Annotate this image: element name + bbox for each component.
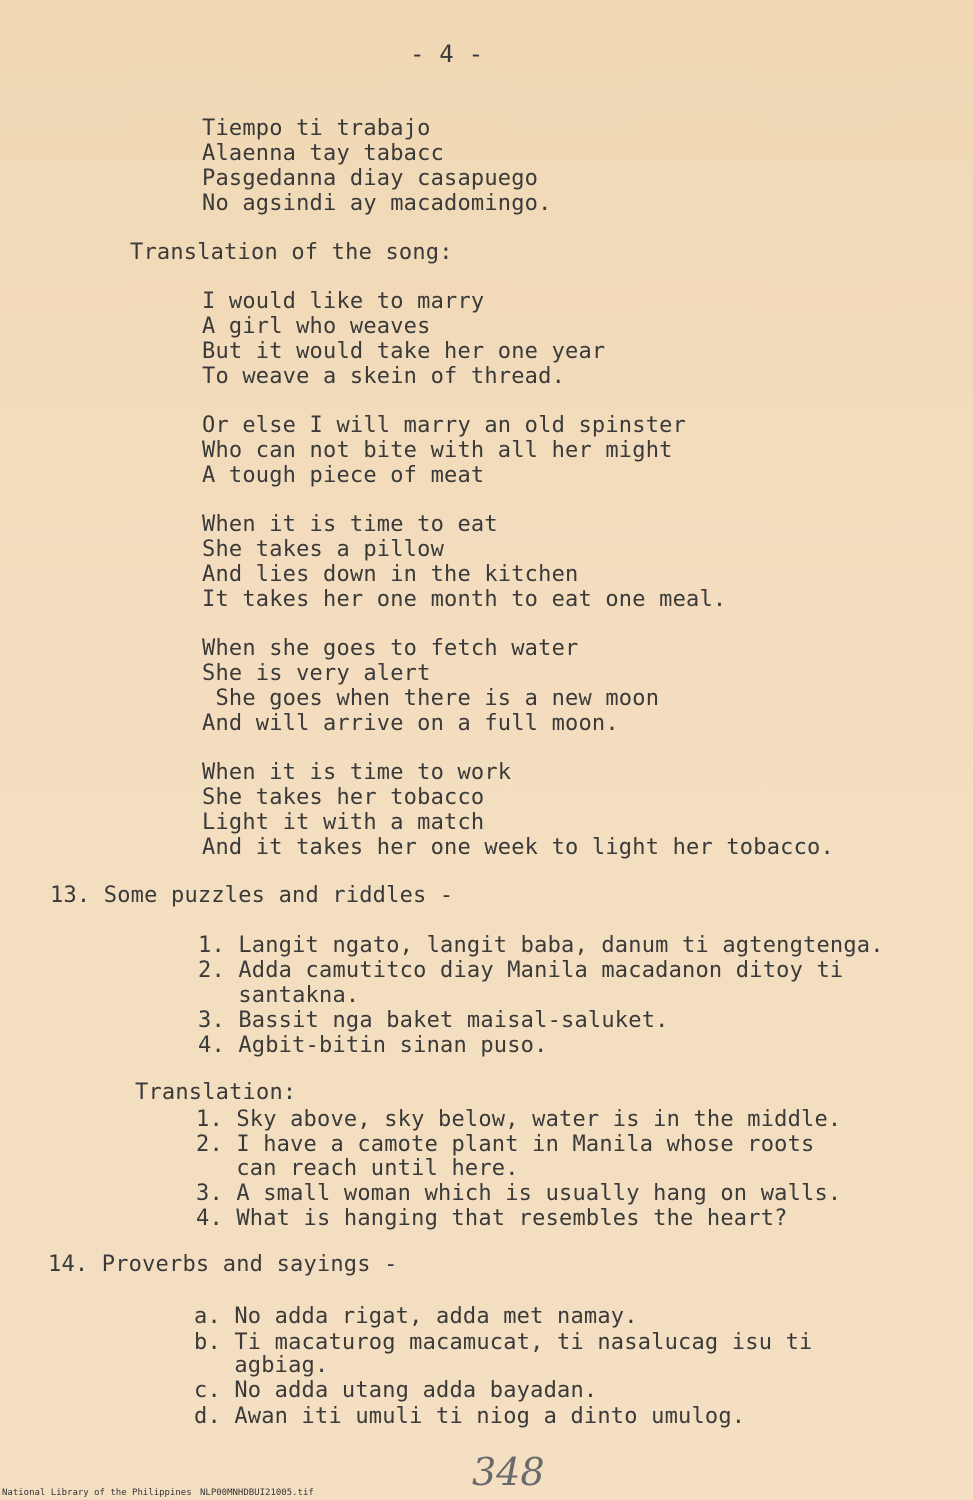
stanza-line: Tiempo ti trabajo [202, 116, 431, 141]
footer-library-name: National Library of the Philippines [2, 1488, 192, 1498]
riddle-translation-line: 3. A small woman which is usually hang on walls. [196, 1181, 842, 1206]
verse-line: Light it with a match [202, 810, 485, 835]
proverb-line: agbiag. [194, 1353, 329, 1378]
riddle-line: 3. Bassit nga baket maisal-saluket. [198, 1008, 669, 1033]
proverb-line: b. Ti macaturog macamucat, ti nasalucag isu ti [194, 1330, 813, 1355]
verse-line: She takes a pillow [202, 537, 445, 562]
verse-line: She goes when there is a new moon [202, 686, 660, 711]
verse-line: When it is time to eat [202, 512, 498, 537]
verse-line: She is very alert [202, 661, 431, 686]
riddle-line: 4. Agbit-bitin sinan puso. [198, 1033, 548, 1058]
handwritten-page-number: 348 [472, 1450, 545, 1494]
riddle-translation-line: 4. What is hanging that resembles the heart? [196, 1206, 788, 1231]
stanza-line: Pasgedanna diay casapuego [202, 166, 539, 191]
verse-line: I would like to marry [202, 289, 485, 314]
proverb-line: c. No adda utang adda bayadan. [194, 1378, 598, 1403]
footer-file-name: NLP00MNHDBUI21005.tif [200, 1488, 314, 1498]
verse-line: When it is time to work [202, 760, 512, 785]
proverb-line: d. Awan iti umuli ti niog a dinto umulog. [194, 1404, 746, 1429]
riddle-translation-line: 2. I have a camote plant in Manila whose roots [196, 1132, 815, 1157]
riddle-translation-heading: Translation: [135, 1080, 297, 1105]
page-number: - 4 - [410, 40, 484, 68]
verse-line: Or else I will marry an old spinster [202, 413, 687, 438]
verse-line: But it would take her one year [202, 339, 606, 364]
stanza-line: No agsindi ay macadomingo. [202, 191, 552, 216]
verse-line: She takes her tobacco [202, 785, 485, 810]
verse-line: A girl who weaves [202, 314, 431, 339]
verse-line: And it takes her one week to light her tobacco. [202, 835, 834, 860]
stanza-line: Alaenna tay tabacc [202, 141, 445, 166]
verse-line: Who can not bite with all her might [202, 438, 673, 463]
riddle-line: santakna. [198, 983, 360, 1008]
riddle-line: 2. Adda camutitco diay Manila macadanon ditoy ti [198, 958, 844, 983]
section-13-heading: 13. Some puzzles and riddles - [50, 883, 454, 908]
verse-line: When she goes to fetch water [202, 636, 579, 661]
riddle-line: 1. Langit ngato, langit baba, danum ti agtengtenga. [198, 933, 884, 958]
section-14-heading: 14. Proverbs and sayings - [48, 1252, 398, 1277]
riddle-translation-line: can reach until here. [196, 1156, 519, 1181]
verse-line: A tough piece of meat [202, 463, 485, 488]
verse-line: And lies down in the kitchen [202, 562, 579, 587]
translation-heading: Translation of the song: [130, 240, 453, 265]
riddle-translation-line: 1. Sky above, sky below, water is in the middle. [196, 1107, 842, 1132]
verse-line: It takes her one month to eat one meal. [202, 587, 727, 612]
verse-line: And will arrive on a full moon. [202, 711, 619, 736]
proverb-line: a. No adda rigat, adda met namay. [194, 1304, 638, 1329]
verse-line: To weave a skein of thread. [202, 364, 566, 389]
